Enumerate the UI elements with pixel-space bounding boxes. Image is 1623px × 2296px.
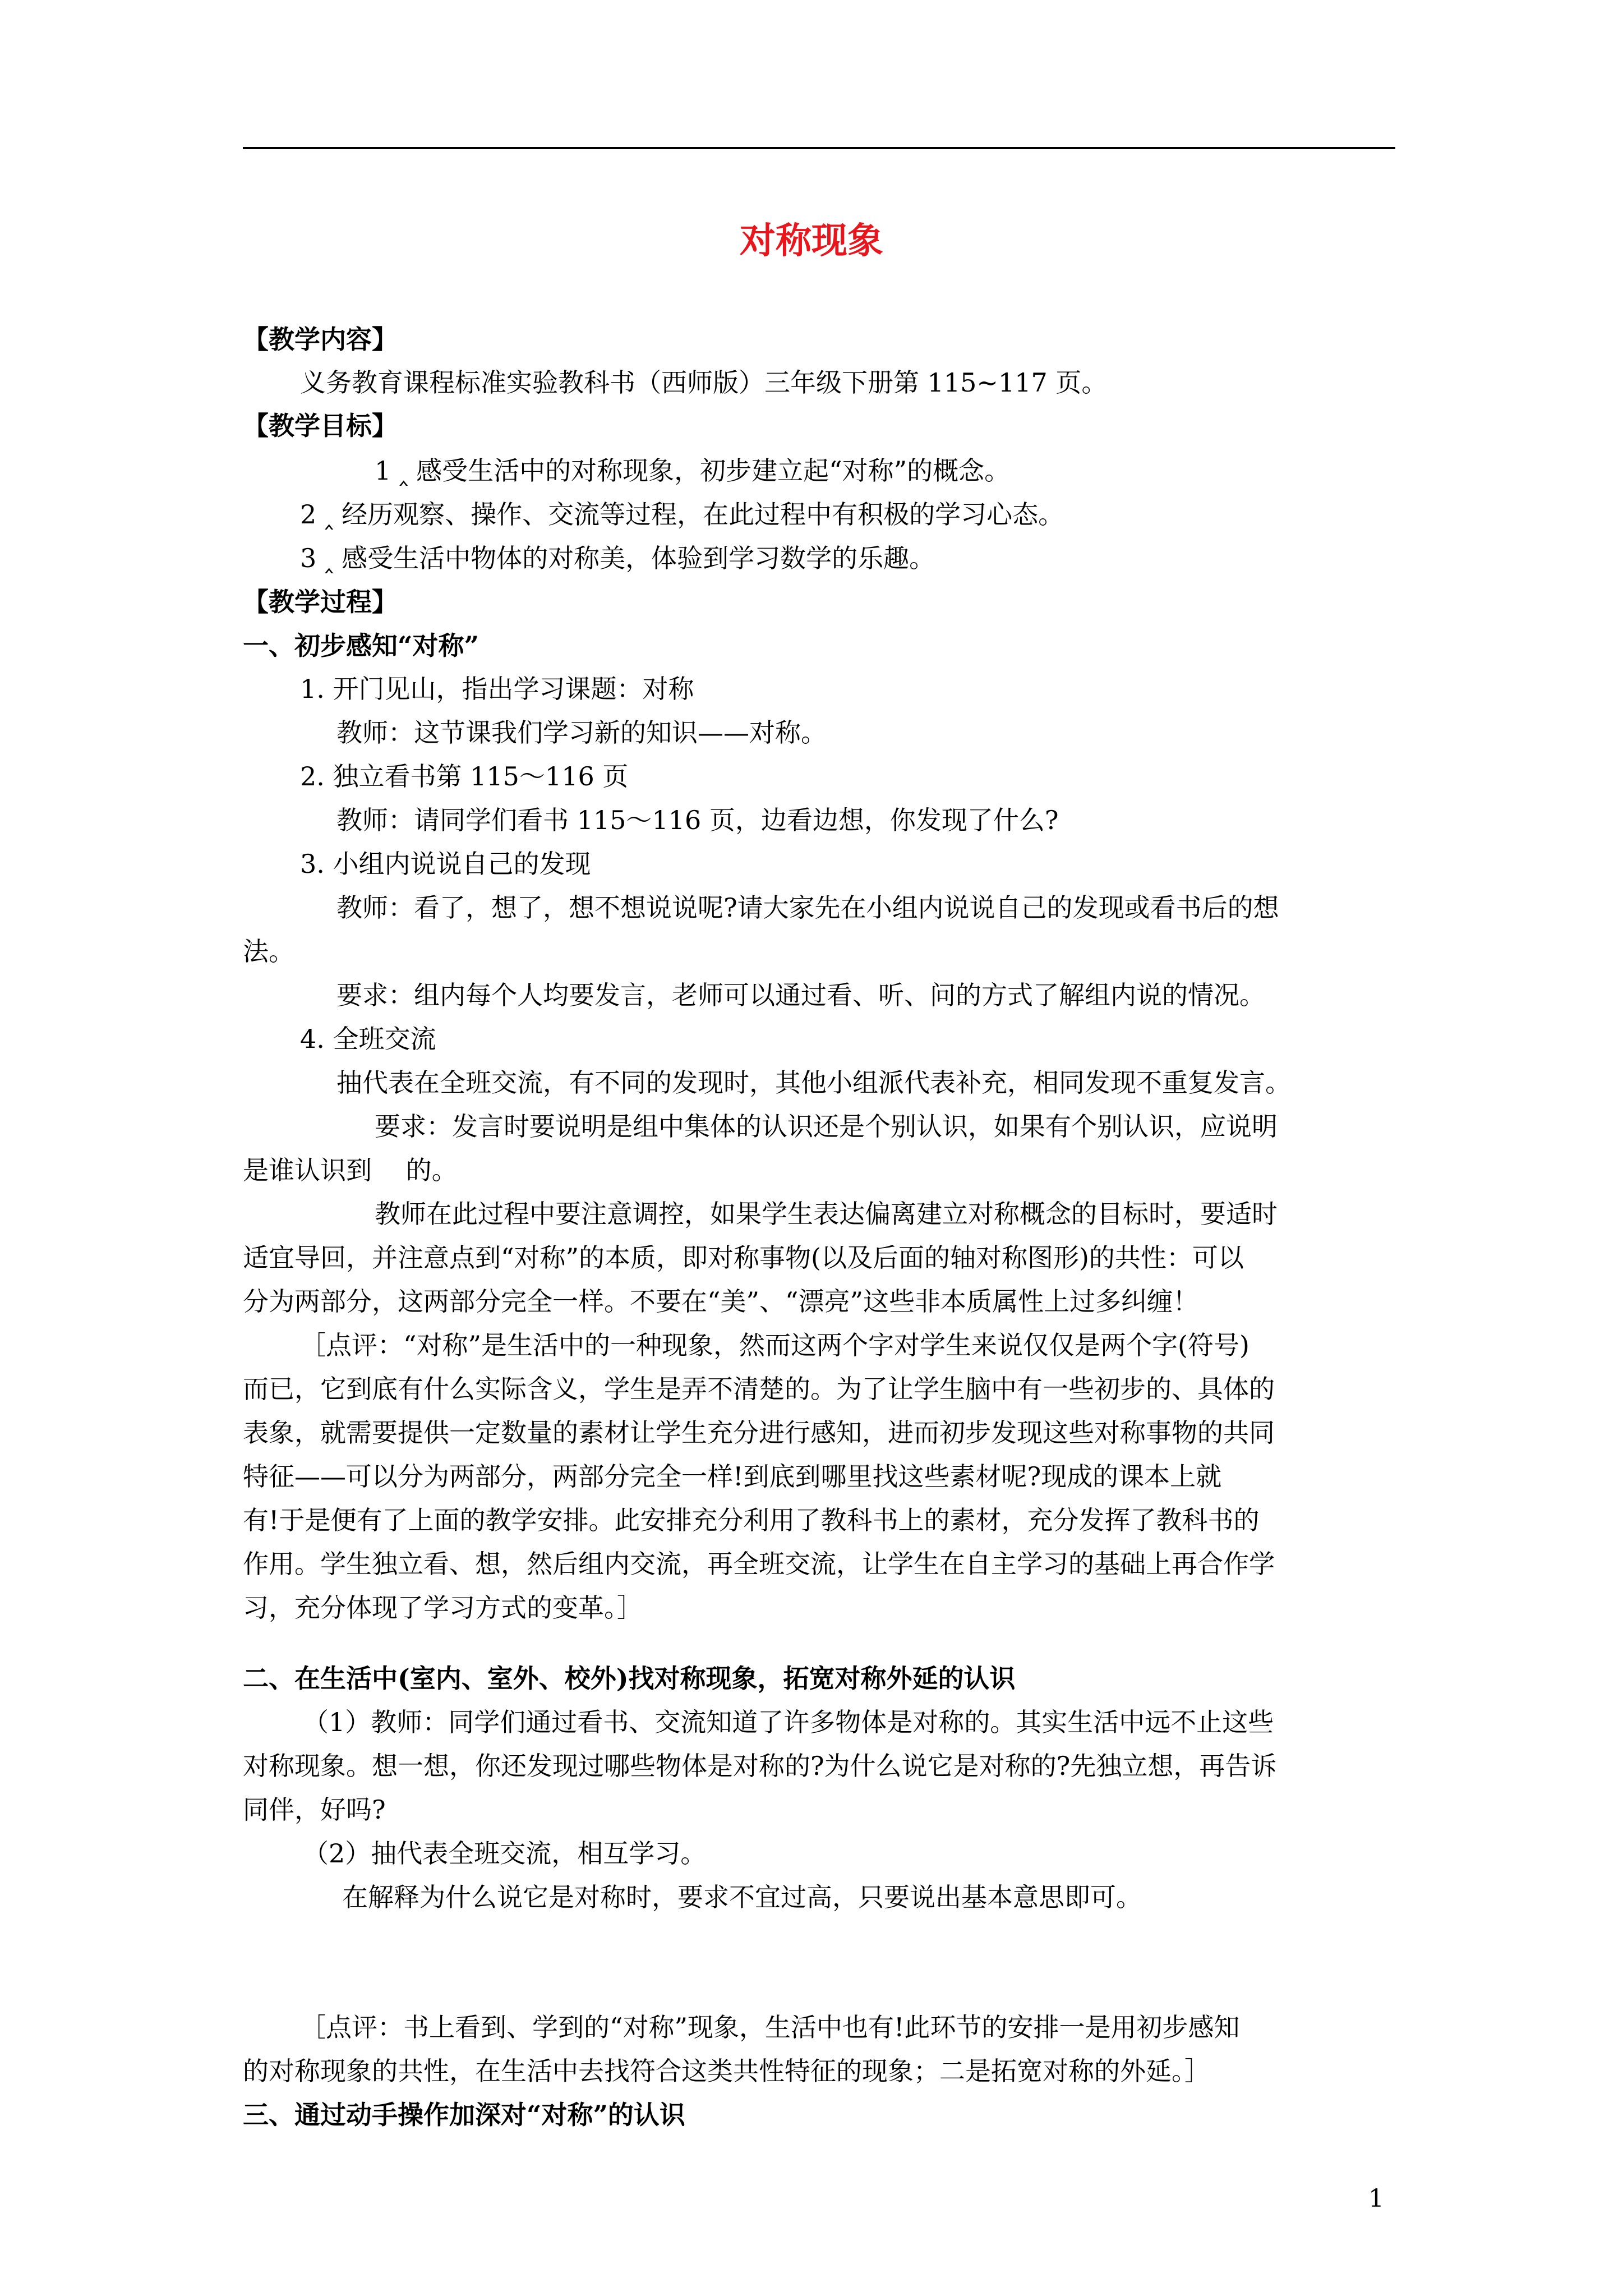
section-heading: 一、初步感知“对称” <box>243 631 479 661</box>
paragraph-line: ［点评：“对称”是生活中的一种现象，然而这两个字对学生来说仅仅是两个字(符号) <box>300 1330 1249 1360</box>
paragraph-line: 有!于是便有了上面的教学安排。此安排充分利用了教科书上的素材，充分发挥了教科书的 <box>243 1505 1260 1535</box>
paragraph-line: ［点评：书上看到、学到的“对称”现象，生活中也有!此环节的安排一是用初步感知 <box>300 2012 1240 2042</box>
section-heading: 二、在生活中(室内、室外、校外)找对称现象，拓宽对称外延的认识 <box>243 1663 1016 1694</box>
content-heading: 【教学内容】 <box>243 324 398 355</box>
paragraph-line: 作用。学生独立看、想，然后组内交流，再全班交流，让学生在自主学习的基础上再合作学 <box>243 1549 1275 1579</box>
paragraph-line: 要求：发言时要说明是组中集体的认识还是个别认识，如果有个别认识，应说明 <box>375 1111 1278 1142</box>
paragraph-line: 抽代表在全班交流，有不同的发现时，其他小组派代表补充，相同发现不重复发言。 <box>336 1068 1291 1098</box>
paragraph-line: 教师：请同学们看书 115～116 页，边看边想，你发现了什么? <box>336 805 1059 835</box>
paragraph-line: 习，充分体现了学习方式的变革。］ <box>243 1593 643 1623</box>
paragraph-line: 教师在此过程中要注意调控，如果学生表达偏离建立对称概念的目标时，要适时 <box>375 1199 1278 1229</box>
paragraph-line: 要求：组内每个人均要发言，老师可以通过看、听、问的方式了解组内说的情况。 <box>336 980 1265 1010</box>
goals-heading: 【教学目标】 <box>243 411 398 441</box>
paragraph-line: 在解释为什么说它是对称时，要求不宜过高，只要说出基本意思即可。 <box>342 1882 1142 1912</box>
paragraph-line: 而已，它到底有什么实际含义，学生是弄不清楚的。为了让学生脑中有一些初步的、具体的 <box>243 1374 1275 1404</box>
section-heading: 三、通过动手操作加深对“对称”的认识 <box>243 2100 685 2130</box>
goal-item: 1 ‸ 感受生活中的对称现象，初步建立起“对称”的概念。 <box>375 455 1011 486</box>
paragraph-line: 分为两部分，这两部分完全一样。不要在“美”、“漂亮”这些非本质属性上过多纠缠！ <box>243 1286 1199 1317</box>
paragraph-line: （2）抽代表全班交流，相互学习。 <box>303 1838 707 1869</box>
goal-item: 2 ‸ 经历观察、操作、交流等过程，在此过程中有积极的学习心态。 <box>300 499 1064 530</box>
paragraph-line: 表象，就需要提供一定数量的素材让学生充分进行感知，进而初步发现这些对称事物的共同 <box>243 1418 1275 1448</box>
page-number: 1 <box>1368 2184 1384 2213</box>
paragraph-line: 教师：这节课我们学习新的知识——对称。 <box>336 717 827 748</box>
paragraph-line: 特征——可以分为两部分，两部分完全一样!到底到哪里找这些素材呢?现成的课本上就 <box>243 1461 1222 1492</box>
paragraph-line: 适宜导回，并注意点到“对称”的本质，即对称事物(以及后面的轴对称图形)的共性：可以 <box>243 1243 1244 1273</box>
paragraph-line: 同伴，好吗? <box>243 1795 386 1825</box>
paragraph-line: 1. 开门见山，指出学习课题：对称 <box>300 674 694 704</box>
paragraph-line: 2. 独立看书第 115～116 页 <box>300 761 629 792</box>
process-heading: 【教学过程】 <box>243 587 398 617</box>
paragraph-line: 4. 全班交流 <box>300 1024 436 1054</box>
paragraph-line: 教师：看了，想了，想不想说说呢?请大家先在小组内说说自己的发现或看书后的想 <box>336 892 1279 923</box>
paragraph-line: 的对称现象的共性，在生活中去找符合这类共性特征的现象；二是拓宽对称的外延。］ <box>243 2056 1210 2086</box>
page-title: 对称现象 <box>740 220 883 262</box>
paragraph-line: 法。 <box>243 936 294 967</box>
paragraph-line: 是谁认识到 的。 <box>243 1155 458 1185</box>
goal-item: 3 ‸ 感受生活中物体的对称美，体验到学习数学的乐趣。 <box>300 543 935 573</box>
paragraph-line: （1）教师：同学们通过看书、交流知道了许多物体是对称的。其实生活中远不止这些 <box>303 1707 1274 1737</box>
content-text: 义务教育课程标准实验教科书（西师版）三年级下册第 115~117 页。 <box>300 367 1108 398</box>
paragraph-line: 对称现象。想一想，你还发现过哪些物体是对称的?为什么说它是对称的?先独立想，再告诉 <box>243 1751 1277 1781</box>
paragraph-line: 3. 小组内说说自己的发现 <box>300 849 591 879</box>
header-rule <box>243 147 1395 149</box>
